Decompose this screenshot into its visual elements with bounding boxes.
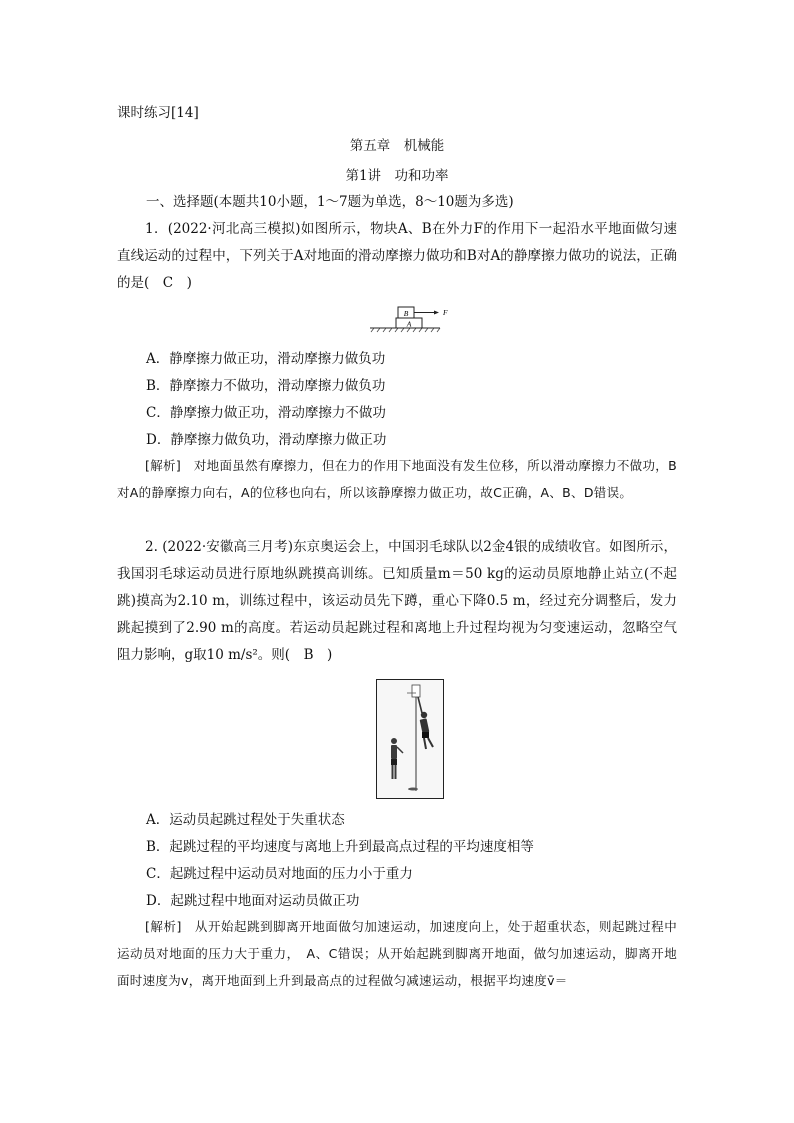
force-arrow-head xyxy=(434,311,439,315)
q2-option-d: D．起跳过程中地面对运动员做正功 xyxy=(146,893,360,909)
q2-option-b: B．起跳过程的平均速度与离地上升到最高点过程的平均速度相等 xyxy=(146,839,534,855)
question-2-analysis: [解析] 从开始起跳到脚离开地面做匀加速运动，加速度向上，处于超重状态，则起跳过程中运动员对地面的压力大于重力， A、C错误；从开始起跳到脚离开地面，做匀加速运动，脚离开地面时速度为v，离开地面到上升到最高点的过程做匀减速运动，根据平均速度v̄＝ xyxy=(117,919,677,988)
label-a: A xyxy=(406,319,412,329)
block-force-figure xyxy=(368,304,452,334)
jump-training-photo xyxy=(376,679,444,799)
lesson-title: 第1讲 功和功率 xyxy=(345,168,449,184)
section-title: 一、选择题(本题共10小题，1～7题为单选，8～10题为多选) xyxy=(146,194,514,210)
question-1-stem: 1．(2022·河北高三模拟)如图所示，物块A、B在外力F的作用下一起沿水平地面做匀速直线运动的过程中，下列关于A对地面的滑动摩擦力做功和B对A的静摩擦力做功的说法，正确的是( C ) xyxy=(117,221,677,291)
label-b: B xyxy=(403,309,409,318)
q1-option-d: D．静摩擦力做负功，滑动摩擦力做正功 xyxy=(146,432,387,448)
q1-option-c: C．静摩擦力做正功，滑动摩擦力不做功 xyxy=(146,405,386,421)
question-2-stem: 2. (2022·安徽高三月考)东京奥运会上，中国羽毛球队以2金4银的成绩收官。如图所示，我国羽毛球运动员进行原地纵跳摸高训练。已知质量m＝50 kg的运动员原地静止站立(不起跳)摸高为2.10 m，训练过程中，该运动员先下蹲，重心下降0.5 m，经过充分调整后，发力跳起摸到了2.90 m的高度。若运动员起跳过程和离地上升过程均视为匀变速运动，忽略空气阻力影响，g取10 m/s²。则( B ) xyxy=(117,539,677,663)
chapter-title: 第五章 机械能 xyxy=(349,138,445,154)
q2-option-a: A．运动员起跳过程处于失重状态 xyxy=(146,812,345,828)
q1-option-a: A．静摩擦力做正功，滑动摩擦力做负功 xyxy=(146,351,386,367)
question-1-analysis: [解析] 对地面虽然有摩擦力，但在力的作用下地面没有发生位移，所以滑动摩擦力不做功，B对A的静摩擦力向右，A的位移也向右，所以该静摩擦力做正功，故C正确，A、B、D错误。 xyxy=(117,458,677,500)
q2-option-c: C．起跳过程中运动员对地面的压力小于重力 xyxy=(146,866,413,882)
exercise-header: 课时练习[14] xyxy=(117,105,199,121)
label-f: F xyxy=(443,308,448,317)
q1-option-b: B．静摩擦力不做功，滑动摩擦力做负功 xyxy=(146,378,386,394)
